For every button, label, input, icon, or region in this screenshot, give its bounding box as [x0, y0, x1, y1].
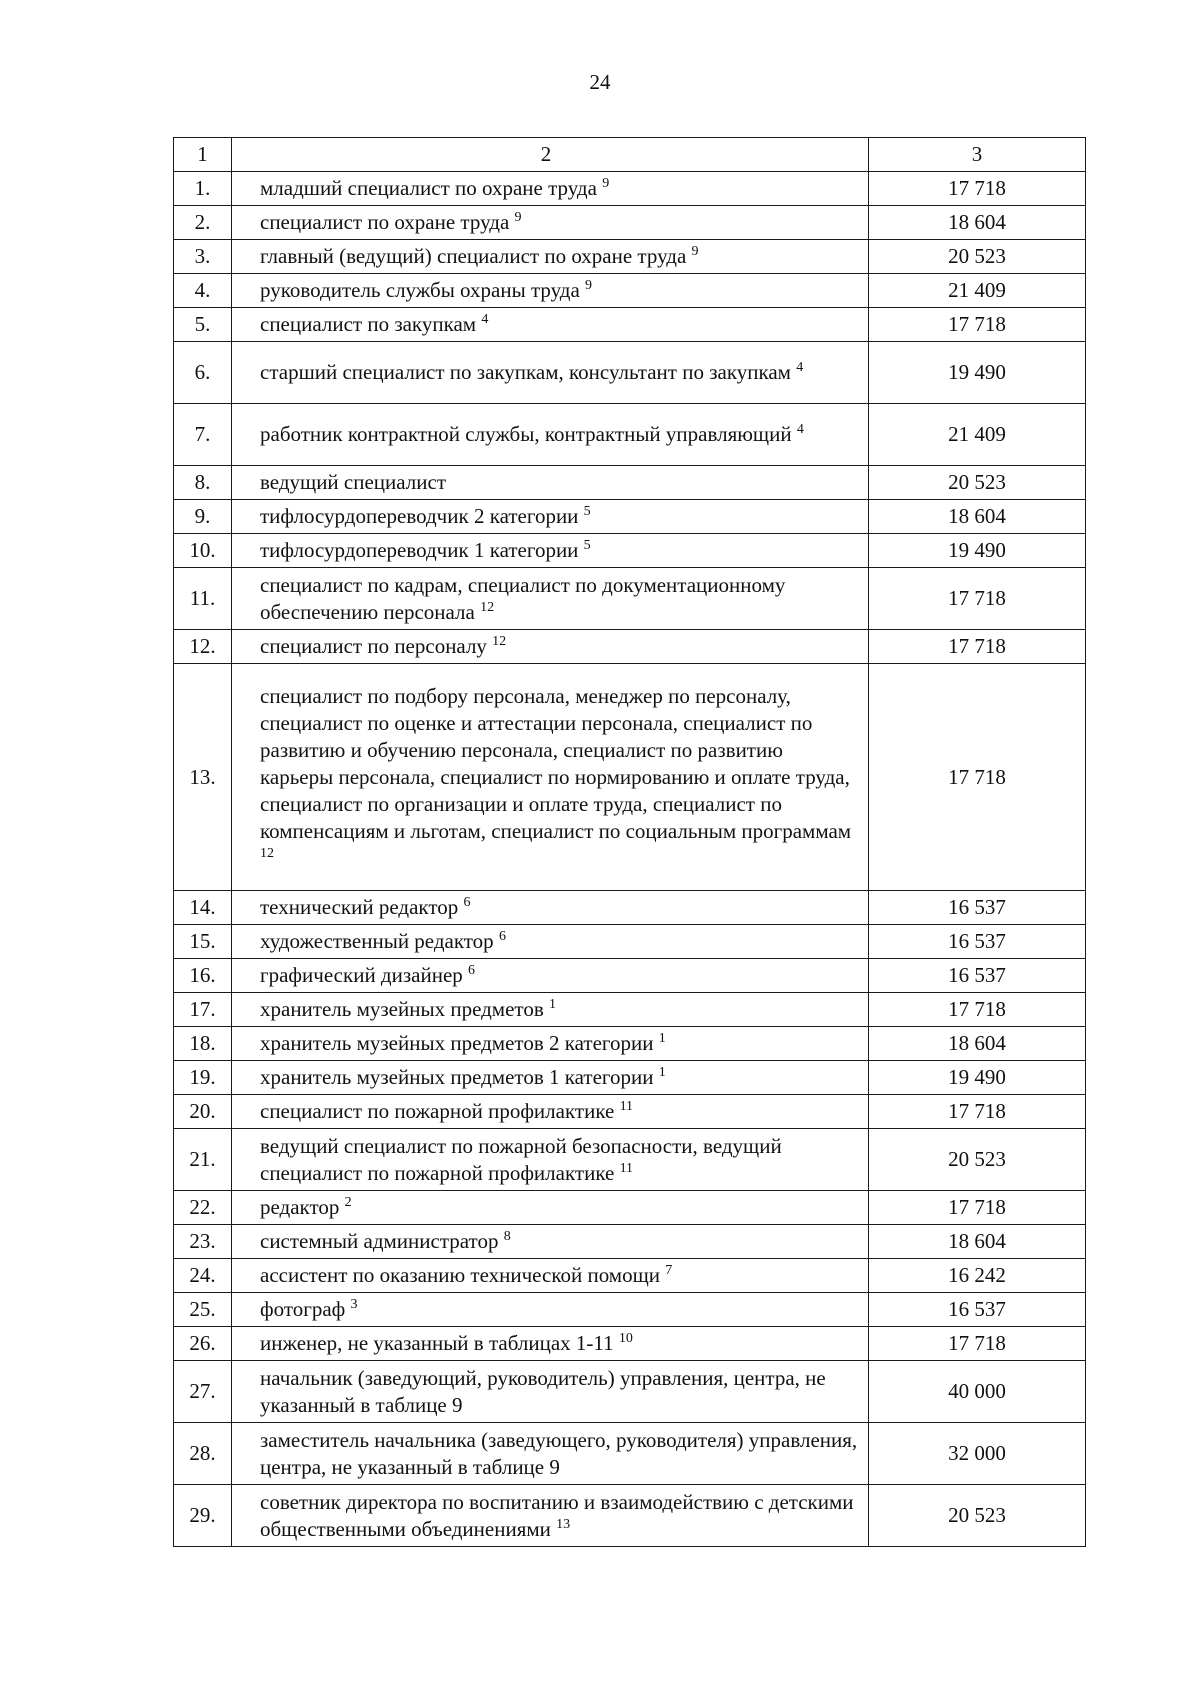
salary-value: 19 490 — [869, 342, 1086, 404]
salary-value: 16 537 — [869, 925, 1086, 959]
position-cell — [232, 891, 869, 925]
table-row — [174, 568, 1086, 630]
footnote-marker: 2 — [344, 1195, 352, 1210]
row-number: 10. — [174, 534, 232, 568]
position-cell — [232, 1485, 869, 1547]
salary-value: 17 718 — [869, 993, 1086, 1027]
table-row — [174, 1129, 1086, 1191]
column-header-2: 2 — [232, 138, 869, 172]
row-number: 24. — [174, 1259, 232, 1293]
salary-value: 17 718 — [869, 1095, 1086, 1129]
position-cell — [232, 500, 869, 534]
salary-value: 16 537 — [869, 1293, 1086, 1327]
row-number: 9. — [174, 500, 232, 534]
table-row — [174, 534, 1086, 568]
row-number: 15. — [174, 925, 232, 959]
footnote-marker: 9 — [602, 176, 610, 191]
positions-table — [173, 137, 1086, 1547]
position-cell — [232, 1225, 869, 1259]
position-title: ведущий специалист по пожарной безопасности, ведущий специалист по пожарной профилактике — [260, 1133, 782, 1185]
footnote-marker: 3 — [350, 1297, 358, 1312]
position-cell — [232, 1095, 869, 1129]
footnote-marker: 1 — [658, 1065, 666, 1080]
footnote-marker: 6 — [463, 895, 471, 910]
salary-value: 21 409 — [869, 274, 1086, 308]
salary-value: 16 537 — [869, 891, 1086, 925]
salary-value: 17 718 — [869, 664, 1086, 891]
column-header-3: 3 — [869, 138, 1086, 172]
salary-value: 21 409 — [869, 404, 1086, 466]
salary-value: 19 490 — [869, 1061, 1086, 1095]
salary-value: 18 604 — [869, 1027, 1086, 1061]
footnote-marker: 4 — [796, 422, 804, 437]
row-number: 27. — [174, 1361, 232, 1423]
row-number: 1. — [174, 172, 232, 206]
table-row — [174, 959, 1086, 993]
position-cell — [232, 1129, 869, 1191]
row-number: 14. — [174, 891, 232, 925]
footnote-marker: 4 — [481, 312, 489, 327]
position-title: графический дизайнер — [260, 963, 463, 987]
table-header-row — [174, 138, 1086, 172]
footnote-marker: 11 — [619, 1099, 634, 1114]
page-number: 24 — [589, 70, 611, 94]
table-row — [174, 240, 1086, 274]
salary-value: 18 604 — [869, 1225, 1086, 1259]
table-row — [174, 308, 1086, 342]
position-cell — [232, 172, 869, 206]
table-row — [174, 1259, 1086, 1293]
salary-value: 20 523 — [869, 1485, 1086, 1547]
row-number: 5. — [174, 308, 232, 342]
table-row — [174, 1061, 1086, 1095]
position-cell — [232, 274, 869, 308]
table-body — [174, 138, 1086, 1547]
salary-value: 40 000 — [869, 1361, 1086, 1423]
row-number: 4. — [174, 274, 232, 308]
row-number: 17. — [174, 993, 232, 1027]
footnote-marker: 11 — [619, 1160, 634, 1176]
salary-value: 18 604 — [869, 500, 1086, 534]
footnote-marker: 5 — [583, 538, 591, 553]
table-row — [174, 630, 1086, 664]
row-number: 22. — [174, 1191, 232, 1225]
column-header-1: 1 — [174, 138, 232, 172]
position-title: специалист по подбору персонала, менеджер по персоналу, специалист по оценке и аттестации персонала, специалист по развитию и обучению персонала, специалист по развитию карьеры персонала, специалист по нормированию и оплате труда, специалист по организации и оплате труда, специалист по компенсациям и льготам, специалист по социальным программам — [260, 683, 852, 843]
table-row — [174, 172, 1086, 206]
row-number: 16. — [174, 959, 232, 993]
position-title: младший специалист по охране труда — [260, 176, 597, 200]
salary-value: 32 000 — [869, 1423, 1086, 1485]
position-title: специалист по пожарной профилактике — [260, 1099, 615, 1123]
row-number: 6. — [174, 342, 232, 404]
position-title: главный (ведущий) специалист по охране труда — [260, 244, 687, 268]
footnote-marker: 12 — [260, 845, 274, 861]
table-row — [174, 925, 1086, 959]
footnote-marker: 12 — [480, 599, 495, 615]
position-title: начальник (заведующий, руководитель) управления, центра, не указанный в таблице 9 — [260, 1365, 826, 1417]
table-row — [174, 1485, 1086, 1547]
position-title: художественный редактор — [260, 929, 494, 953]
position-cell — [232, 466, 869, 500]
position-cell — [232, 308, 869, 342]
row-number: 18. — [174, 1027, 232, 1061]
footnote-marker: 4 — [796, 360, 804, 375]
salary-value: 20 523 — [869, 1129, 1086, 1191]
table-row — [174, 1095, 1086, 1129]
salary-value: 19 490 — [869, 534, 1086, 568]
footnote-marker: 1 — [658, 1031, 666, 1046]
position-cell — [232, 1061, 869, 1095]
position-title: хранитель музейных предметов 2 категории — [260, 1031, 654, 1055]
position-title: редактор — [260, 1195, 340, 1219]
table-row — [174, 1293, 1086, 1327]
position-cell — [232, 1423, 869, 1485]
footnote-marker: 1 — [549, 997, 556, 1012]
row-number: 20. — [174, 1095, 232, 1129]
position-title: заместитель начальника (заведующего, руководителя) управления, центра, не указанный в таблице 9 — [260, 1427, 858, 1479]
row-number: 19. — [174, 1061, 232, 1095]
position-title: специалист по персоналу — [260, 634, 487, 658]
row-number: 11. — [174, 568, 232, 630]
position-cell — [232, 1327, 869, 1361]
position-title: тифлосурдопереводчик 1 категории — [260, 538, 579, 562]
salary-value: 16 537 — [869, 959, 1086, 993]
position-cell — [232, 534, 869, 568]
position-cell — [232, 1361, 869, 1423]
position-title: тифлосурдопереводчик 2 категории — [260, 504, 579, 528]
salary-value: 20 523 — [869, 240, 1086, 274]
footnote-marker: 7 — [665, 1263, 673, 1278]
position-title: специалист по кадрам, специалист по документационному обеспечению персонала — [260, 572, 786, 624]
table-row — [174, 664, 1086, 891]
footnote-marker: 12 — [492, 634, 507, 649]
footnote-marker: 8 — [503, 1229, 511, 1244]
position-title: хранитель музейных предметов — [260, 997, 544, 1021]
salary-value: 20 523 — [869, 466, 1086, 500]
table-row — [174, 466, 1086, 500]
position-cell — [232, 342, 869, 404]
position-title: советник директора по воспитанию и взаимодействию с детскими общественными объединениями — [260, 1489, 854, 1541]
footnote-marker: 5 — [583, 504, 591, 519]
table-row — [174, 1027, 1086, 1061]
footnote-marker: 9 — [691, 244, 699, 259]
position-cell — [232, 1191, 869, 1225]
footnote-marker: 9 — [585, 278, 593, 293]
salary-value: 17 718 — [869, 1191, 1086, 1225]
row-number: 12. — [174, 630, 232, 664]
position-cell — [232, 240, 869, 274]
position-cell — [232, 664, 869, 891]
row-number: 7. — [174, 404, 232, 466]
salary-value: 17 718 — [869, 568, 1086, 630]
row-number: 21. — [174, 1129, 232, 1191]
position-cell — [232, 630, 869, 664]
table-row — [174, 342, 1086, 404]
footnote-marker: 10 — [618, 1331, 633, 1346]
salary-value: 18 604 — [869, 206, 1086, 240]
position-title: работник контрактной службы, контрактный управляющий — [260, 422, 792, 446]
footnote-marker: 6 — [498, 929, 506, 944]
table-row — [174, 500, 1086, 534]
table-row — [174, 206, 1086, 240]
table-row — [174, 404, 1086, 466]
salary-value: 16 242 — [869, 1259, 1086, 1293]
row-number: 2. — [174, 206, 232, 240]
position-title: специалист по охране труда — [260, 210, 510, 234]
position-title: ведущий специалист — [260, 470, 446, 494]
position-cell — [232, 404, 869, 466]
row-number: 13. — [174, 664, 232, 891]
position-cell — [232, 1293, 869, 1327]
salary-value: 17 718 — [869, 172, 1086, 206]
position-title: технический редактор — [260, 895, 459, 919]
row-number: 28. — [174, 1423, 232, 1485]
position-title: системный администратор — [260, 1229, 499, 1253]
table-row — [174, 274, 1086, 308]
position-title: руководитель службы охраны труда — [260, 278, 580, 302]
position-title: ассистент по оказанию технической помощи — [260, 1263, 660, 1287]
row-number: 26. — [174, 1327, 232, 1361]
row-number: 25. — [174, 1293, 232, 1327]
salary-value: 17 718 — [869, 308, 1086, 342]
position-cell — [232, 925, 869, 959]
table-row — [174, 1225, 1086, 1259]
footnote-marker: 13 — [556, 1516, 571, 1532]
position-title: фотограф — [260, 1297, 346, 1321]
position-cell — [232, 959, 869, 993]
table-row — [174, 891, 1086, 925]
row-number: 3. — [174, 240, 232, 274]
table-row — [174, 1423, 1086, 1485]
salary-value: 17 718 — [869, 1327, 1086, 1361]
table-row — [174, 993, 1086, 1027]
table-row — [174, 1191, 1086, 1225]
table-row — [174, 1327, 1086, 1361]
position-title: специалист по закупкам — [260, 312, 477, 336]
position-title: старший специалист по закупкам, консультант по закупкам — [260, 360, 791, 384]
row-number: 29. — [174, 1485, 232, 1547]
footnote-marker: 9 — [514, 210, 522, 225]
position-cell — [232, 1027, 869, 1061]
position-title: хранитель музейных предметов 1 категории — [260, 1065, 654, 1089]
position-cell — [232, 568, 869, 630]
row-number: 8. — [174, 466, 232, 500]
row-number: 23. — [174, 1225, 232, 1259]
salary-value: 17 718 — [869, 630, 1086, 664]
table-row — [174, 1361, 1086, 1423]
footnote-marker: 6 — [468, 963, 476, 978]
position-cell — [232, 1259, 869, 1293]
position-cell — [232, 993, 869, 1027]
position-title: инженер, не указанный в таблицах 1-11 — [260, 1331, 614, 1355]
position-cell — [232, 206, 869, 240]
